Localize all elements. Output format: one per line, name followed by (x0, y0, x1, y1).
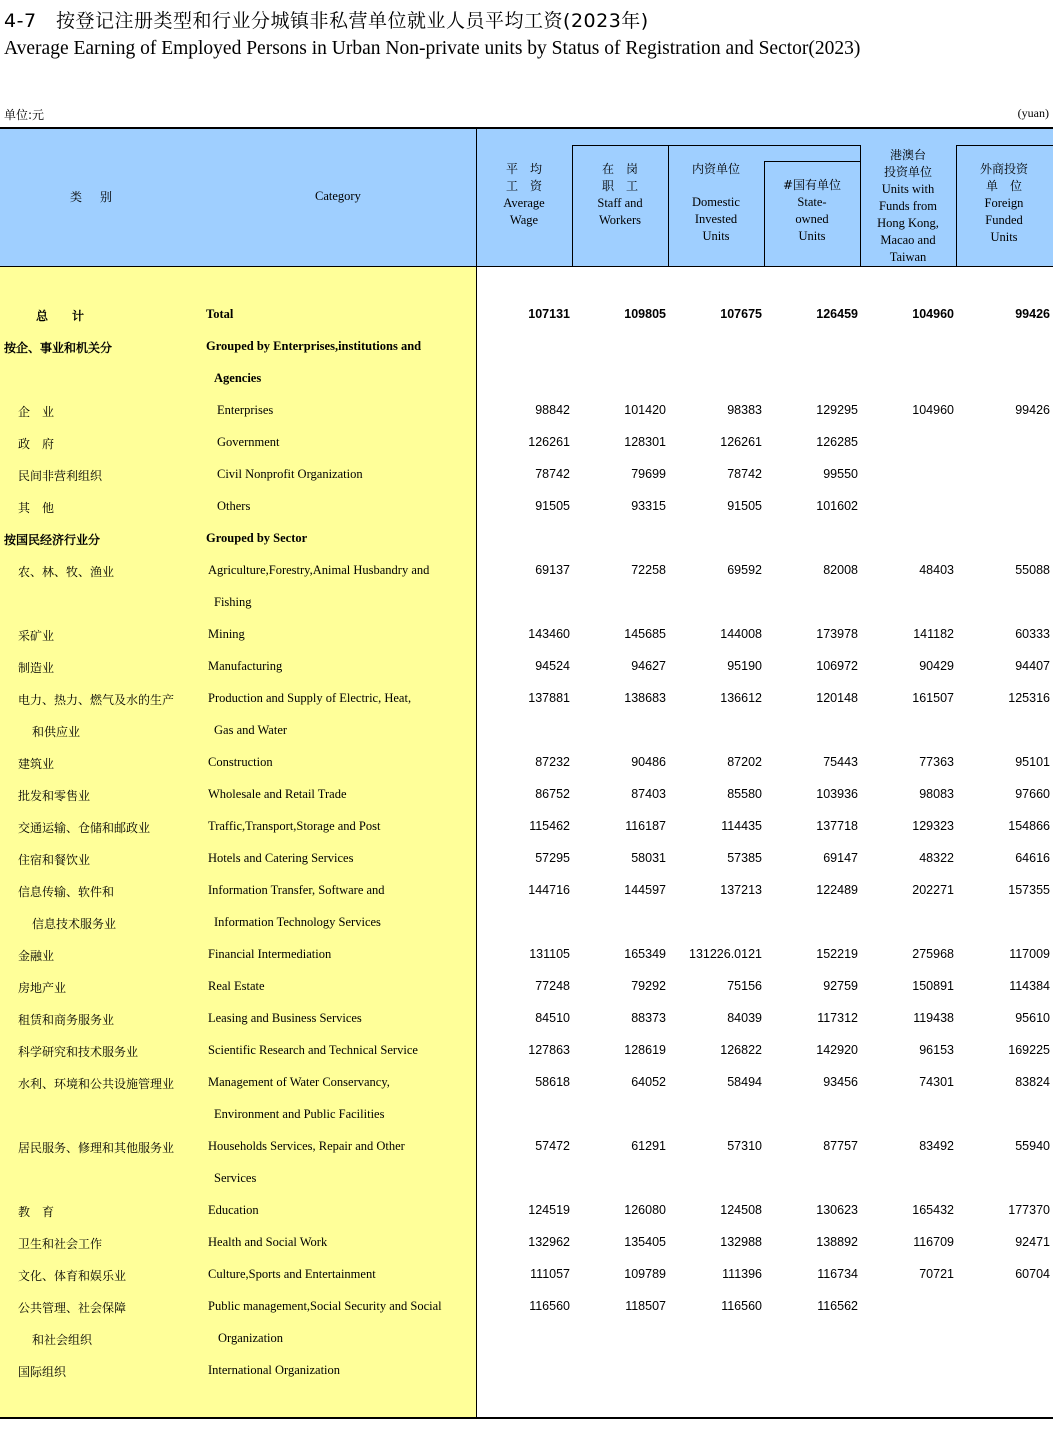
cell-value: 57295 (535, 851, 570, 865)
table-title-en: Average Earning of Employed Persons in Urban Non-private units by Status of Registration and Sector(2023) (4, 38, 861, 59)
column-header (764, 177, 860, 245)
cell-value: 99426 (1015, 307, 1050, 321)
cell-value: 126285 (816, 435, 858, 449)
row-label-cn: 和社会组织 (32, 1333, 93, 1347)
cell-value: 177370 (1008, 1203, 1050, 1217)
cell-value: 132988 (720, 1235, 762, 1249)
cell-value: 88373 (631, 1011, 666, 1025)
row-label-en: Grouped by Enterprises,institutions and (206, 339, 422, 353)
table-row (0, 1227, 1053, 1259)
cell-value: 48403 (919, 563, 954, 577)
column-header-cn: 在 岗 职 工 (601, 162, 638, 193)
row-label-cn: 建筑业 (18, 757, 55, 771)
row-label-en: Information Technology Services (214, 915, 381, 929)
row-label-en: Wholesale and Retail Trade (208, 787, 347, 801)
cell-value: 202271 (912, 883, 954, 897)
table-row (0, 651, 1053, 683)
cell-value: 152219 (816, 947, 858, 961)
cell-value: 84510 (535, 1011, 570, 1025)
table-row (0, 875, 1053, 907)
row-label-cn: 制造业 (18, 661, 55, 675)
cell-value: 79292 (631, 979, 666, 993)
row-label-cn: 租赁和商务服务业 (18, 1013, 115, 1027)
cell-value: 126261 (720, 435, 762, 449)
row-label-en: Management of Water Conservancy, (208, 1075, 390, 1089)
column-header-cn: 外商投资 单 位 (979, 162, 1028, 193)
cell-value: 132962 (528, 1235, 570, 1249)
cell-value: 87232 (535, 755, 570, 769)
table-row (0, 715, 1053, 747)
row-label-cn: 卫生和社会工作 (18, 1237, 103, 1251)
cell-value: 116560 (529, 1299, 570, 1313)
cell-value: 64616 (1015, 851, 1050, 865)
cell-value: 107675 (720, 307, 762, 321)
row-label-en: Health and Social Work (208, 1235, 328, 1249)
table-row (0, 1259, 1053, 1291)
cell-value: 122489 (816, 883, 858, 897)
column-header-en: Foreign Funded Units (984, 196, 1024, 244)
table-row (0, 747, 1053, 779)
cell-value: 137718 (816, 819, 858, 833)
table-row (0, 523, 1053, 555)
row-label-en: Grouped by Sector (206, 531, 308, 545)
cell-value: 126459 (816, 307, 858, 321)
cell-value: 116560 (721, 1299, 762, 1313)
row-label-en: Education (208, 1203, 259, 1217)
unit-label-en: (yuan) (1017, 106, 1049, 120)
row-label-cn: 水利、环境和公共设施管理业 (18, 1077, 175, 1091)
column-header (476, 161, 572, 229)
cell-value: 137213 (720, 883, 762, 897)
row-label-cn: 金融业 (18, 949, 55, 963)
cell-value: 79699 (631, 467, 666, 481)
column-header-en: Units with Funds from Hong Kong, Macao and Taiwan (877, 182, 939, 264)
cell-value: 72258 (631, 563, 666, 577)
row-label-cn: 文化、体育和娱乐业 (18, 1269, 127, 1283)
cell-value: 69592 (727, 563, 762, 577)
column-header-cn: #国有单位 (782, 178, 842, 192)
header-spanner-rule (956, 145, 1053, 146)
cell-value: 143460 (528, 627, 570, 641)
cell-value: 94524 (535, 659, 570, 673)
header-subcolumn-rule (764, 161, 860, 162)
row-label-cn: 公共管理、社会保障 (18, 1301, 127, 1315)
cell-value: 101420 (624, 403, 666, 417)
table-row (0, 1195, 1053, 1227)
table-row (0, 427, 1053, 459)
cell-value: 165349 (624, 947, 666, 961)
cell-value: 60333 (1015, 627, 1050, 641)
cell-value: 84039 (727, 1011, 762, 1025)
cell-value: 117009 (1009, 947, 1050, 961)
row-label-en: Leasing and Business Services (208, 1011, 362, 1025)
cell-value: 117312 (817, 1011, 858, 1025)
cell-value: 128301 (624, 435, 666, 449)
cell-value: 104960 (912, 307, 954, 321)
row-label-cn: 农、林、牧、渔业 (18, 565, 115, 579)
cell-value: 131226.0121 (689, 947, 762, 961)
cell-value: 55940 (1015, 1139, 1050, 1153)
cell-value: 275968 (912, 947, 954, 961)
cell-value: 91505 (727, 499, 762, 513)
row-label-en: Public management,Social Security and Social (208, 1299, 442, 1313)
cell-value: 127863 (528, 1043, 570, 1057)
cell-value: 57310 (727, 1139, 762, 1153)
wage-table (0, 127, 1053, 1421)
cell-value: 165432 (912, 1203, 954, 1217)
column-header (956, 161, 1052, 246)
table-top-rule (0, 127, 1053, 129)
cell-value: 93456 (823, 1075, 858, 1089)
row-label-cn: 按国民经济行业分 (4, 533, 101, 547)
row-label-en: Others (217, 499, 251, 513)
row-label-cn: 住宿和餐饮业 (18, 853, 91, 867)
cell-value: 99550 (823, 467, 858, 481)
row-label-en: Gas and Water (214, 723, 288, 737)
cell-value: 109789 (624, 1267, 666, 1281)
row-label-cn: 交通运输、仓储和邮政业 (18, 821, 151, 835)
row-label-en: Environment and Public Facilities (214, 1107, 385, 1121)
cell-value: 144597 (624, 883, 666, 897)
cell-value: 64052 (631, 1075, 666, 1089)
row-label-cn: 批发和零售业 (18, 789, 91, 803)
cell-value: 92471 (1015, 1235, 1050, 1249)
cell-value: 61291 (631, 1139, 666, 1153)
table-row (0, 1067, 1053, 1099)
cell-value: 48322 (919, 851, 954, 865)
cell-value: 90486 (631, 755, 666, 769)
cell-value: 144716 (528, 883, 570, 897)
cell-value: 93315 (631, 499, 666, 513)
table-row (0, 971, 1053, 1003)
table-row (0, 299, 1053, 331)
column-header-en: Staff and Workers (597, 196, 643, 227)
row-label-cn: 信息传输、软件和 (18, 885, 115, 899)
table-row (0, 587, 1053, 619)
row-label-en: Production and Supply of Electric, Heat, (208, 691, 412, 705)
cell-value: 92759 (823, 979, 858, 993)
header-bottom-rule (0, 266, 1053, 267)
table-row (0, 1003, 1053, 1035)
table-row (0, 1035, 1053, 1067)
cell-value: 83824 (1015, 1075, 1050, 1089)
cell-value: 136612 (720, 691, 762, 705)
cell-value: 97660 (1015, 787, 1050, 801)
cell-value: 138892 (816, 1235, 858, 1249)
row-label-en: Organization (218, 1331, 284, 1345)
cell-value: 111057 (530, 1267, 570, 1281)
cell-value: 130623 (816, 1203, 858, 1217)
cell-value: 78742 (727, 467, 762, 481)
cell-value: 131105 (529, 947, 570, 961)
row-label-cn: 和供应业 (32, 725, 81, 739)
cell-value: 129295 (816, 403, 858, 417)
table-row (0, 619, 1053, 651)
column-header (668, 161, 764, 245)
cell-value: 115462 (529, 819, 570, 833)
header-spanner-rule (572, 145, 860, 146)
table-title-cn: 4-7 按登记注册类型和行业分城镇非私营单位就业人员平均工资(2023年) (4, 10, 649, 32)
cell-value: 124519 (528, 1203, 570, 1217)
row-label-en: Mining (208, 627, 245, 641)
row-label-cn: 电力、热力、燃气及水的生产 (18, 693, 175, 707)
cell-value: 78742 (535, 467, 570, 481)
cell-value: 173978 (816, 627, 858, 641)
table-row (0, 395, 1053, 427)
cell-value: 106972 (816, 659, 858, 673)
row-label-en: Financial Intermediation (208, 947, 332, 961)
cell-value: 109805 (624, 307, 666, 321)
column-header-en: Average Wage (503, 196, 545, 227)
cell-value: 126822 (720, 1043, 762, 1057)
row-label-cn: 其 他 (18, 501, 55, 515)
cell-value: 98842 (535, 403, 570, 417)
row-label-cn: 企 业 (18, 405, 55, 419)
cell-value: 87403 (631, 787, 666, 801)
row-label-en: Culture,Sports and Entertainment (208, 1267, 376, 1281)
header-category-en: Category (315, 189, 361, 203)
table-row (0, 779, 1053, 811)
row-label-en: Real Estate (208, 979, 265, 993)
unit-label-cn: 单位:元 (4, 108, 45, 122)
row-label-cn: 房地产业 (18, 981, 67, 995)
table-row (0, 491, 1053, 523)
cell-value: 118507 (625, 1299, 666, 1313)
cell-value: 111396 (722, 1267, 762, 1281)
table-row (0, 811, 1053, 843)
column-header (860, 147, 956, 266)
cell-value: 120148 (816, 691, 858, 705)
cell-value: 119438 (913, 1011, 954, 1025)
cell-value: 87757 (823, 1139, 858, 1153)
cell-value: 83492 (919, 1139, 954, 1153)
row-label-cn: 民间非营利组织 (18, 469, 103, 483)
cell-value: 57472 (535, 1139, 570, 1153)
row-label-cn: 信息技术服务业 (32, 917, 117, 931)
cell-value: 60704 (1015, 1267, 1050, 1281)
cell-value: 114384 (1009, 979, 1050, 993)
cell-value: 82008 (823, 563, 858, 577)
row-label-cn: 教 育 (18, 1205, 55, 1219)
row-label-cn: 采矿业 (18, 629, 55, 643)
row-label-cn: 科学研究和技术服务业 (18, 1045, 139, 1059)
table-row (0, 1131, 1053, 1163)
cell-value: 114435 (721, 819, 762, 833)
row-label-en: Hotels and Catering Services (208, 851, 354, 865)
table-row (0, 683, 1053, 715)
cell-value: 96153 (919, 1043, 954, 1057)
column-header-cn: 平 均 工 资 (505, 162, 542, 193)
cell-value: 95610 (1015, 1011, 1050, 1025)
cell-value: 77363 (919, 755, 954, 769)
table-row (0, 459, 1053, 491)
cell-value: 75156 (727, 979, 762, 993)
cell-value: 74301 (919, 1075, 954, 1089)
cell-value: 116562 (817, 1299, 858, 1313)
row-label-en: Information Transfer, Software and (208, 883, 385, 897)
cell-value: 95190 (727, 659, 762, 673)
row-label-en: Manufacturing (208, 659, 283, 673)
cell-value: 135405 (624, 1235, 666, 1249)
cell-value: 125316 (1008, 691, 1050, 705)
cell-value: 116709 (913, 1235, 954, 1249)
row-label-en: Scientific Research and Technical Service (208, 1043, 418, 1057)
cell-value: 142920 (816, 1043, 858, 1057)
row-label-en: Government (217, 435, 280, 449)
cell-value: 86752 (535, 787, 570, 801)
cell-value: 58031 (631, 851, 666, 865)
column-header-cn: 内资单位 (691, 162, 740, 176)
column-header-en: Domestic Invested Units (692, 195, 740, 243)
row-label-en: Agriculture,Forestry,Animal Husbandry and (208, 563, 430, 577)
cell-value: 138683 (624, 691, 666, 705)
cell-value: 161507 (912, 691, 954, 705)
cell-value: 98383 (727, 403, 762, 417)
cell-value: 95101 (1015, 755, 1050, 769)
row-label-en: Services (214, 1171, 257, 1185)
table-row (0, 1291, 1053, 1323)
cell-value: 70721 (919, 1267, 954, 1281)
column-header-cn: 港澳台 投资单位 (883, 148, 932, 179)
row-label-en: Construction (208, 755, 273, 769)
table-row (0, 331, 1053, 363)
table-row (0, 843, 1053, 875)
table-row (0, 555, 1053, 587)
cell-value: 77248 (535, 979, 570, 993)
cell-value: 69137 (535, 563, 570, 577)
row-label-cn: 居民服务、修理和其他服务业 (18, 1141, 175, 1155)
cell-value: 104960 (912, 403, 954, 417)
cell-value: 94627 (631, 659, 666, 673)
cell-value: 57385 (727, 851, 762, 865)
cell-value: 126261 (528, 435, 570, 449)
cell-value: 150891 (912, 979, 954, 993)
cell-value: 107131 (528, 307, 570, 321)
cell-value: 91505 (535, 499, 570, 513)
table-row (0, 1355, 1053, 1387)
cell-value: 126080 (624, 1203, 666, 1217)
cell-value: 144008 (720, 627, 762, 641)
cell-value: 116734 (817, 1267, 858, 1281)
table-bottom-rule (0, 1417, 1053, 1419)
cell-value: 98083 (919, 787, 954, 801)
row-label-en: Fishing (214, 595, 252, 609)
row-label-cn: 总 计 (36, 309, 85, 323)
cell-value: 137881 (528, 691, 570, 705)
cell-value: 129323 (912, 819, 954, 833)
column-header (572, 161, 668, 229)
cell-value: 75443 (823, 755, 858, 769)
cell-value: 101602 (816, 499, 858, 513)
cell-value: 124508 (720, 1203, 762, 1217)
row-label-cn: 按企、事业和机关分 (4, 341, 113, 355)
cell-value: 87202 (727, 755, 762, 769)
row-label-en: Total (206, 307, 234, 321)
table-row (0, 939, 1053, 971)
row-label-en: Enterprises (217, 403, 274, 417)
cell-value: 116187 (625, 819, 666, 833)
cell-value: 99426 (1015, 403, 1050, 417)
column-header-en: State- owned Units (795, 195, 829, 243)
cell-value: 69147 (823, 851, 858, 865)
row-label-en: Agencies (214, 371, 262, 385)
table-row (0, 1099, 1053, 1131)
table-row (0, 363, 1053, 395)
row-label-en: Traffic,Transport,Storage and Post (208, 819, 381, 833)
cell-value: 141182 (913, 627, 954, 641)
cell-value: 85580 (727, 787, 762, 801)
cell-value: 90429 (919, 659, 954, 673)
cell-value: 154866 (1008, 819, 1050, 833)
cell-value: 58494 (727, 1075, 762, 1089)
row-label-en: International Organization (208, 1363, 341, 1377)
row-label-cn: 政 府 (18, 437, 55, 451)
cell-value: 55088 (1015, 563, 1050, 577)
cell-value: 94407 (1015, 659, 1050, 673)
row-label-en: Civil Nonprofit Organization (217, 467, 363, 481)
header-category-cn: 类 别 (70, 190, 116, 204)
cell-value: 157355 (1008, 883, 1050, 897)
cell-value: 58618 (535, 1075, 570, 1089)
row-label-en: Households Services, Repair and Other (208, 1139, 405, 1153)
cell-value: 128619 (624, 1043, 666, 1057)
cell-value: 145685 (624, 627, 666, 641)
row-label-cn: 国际组织 (18, 1365, 67, 1379)
cell-value: 103936 (816, 787, 858, 801)
table-row (0, 1323, 1053, 1355)
table-row (0, 907, 1053, 939)
cell-value: 169225 (1008, 1043, 1050, 1057)
table-row (0, 1163, 1053, 1195)
